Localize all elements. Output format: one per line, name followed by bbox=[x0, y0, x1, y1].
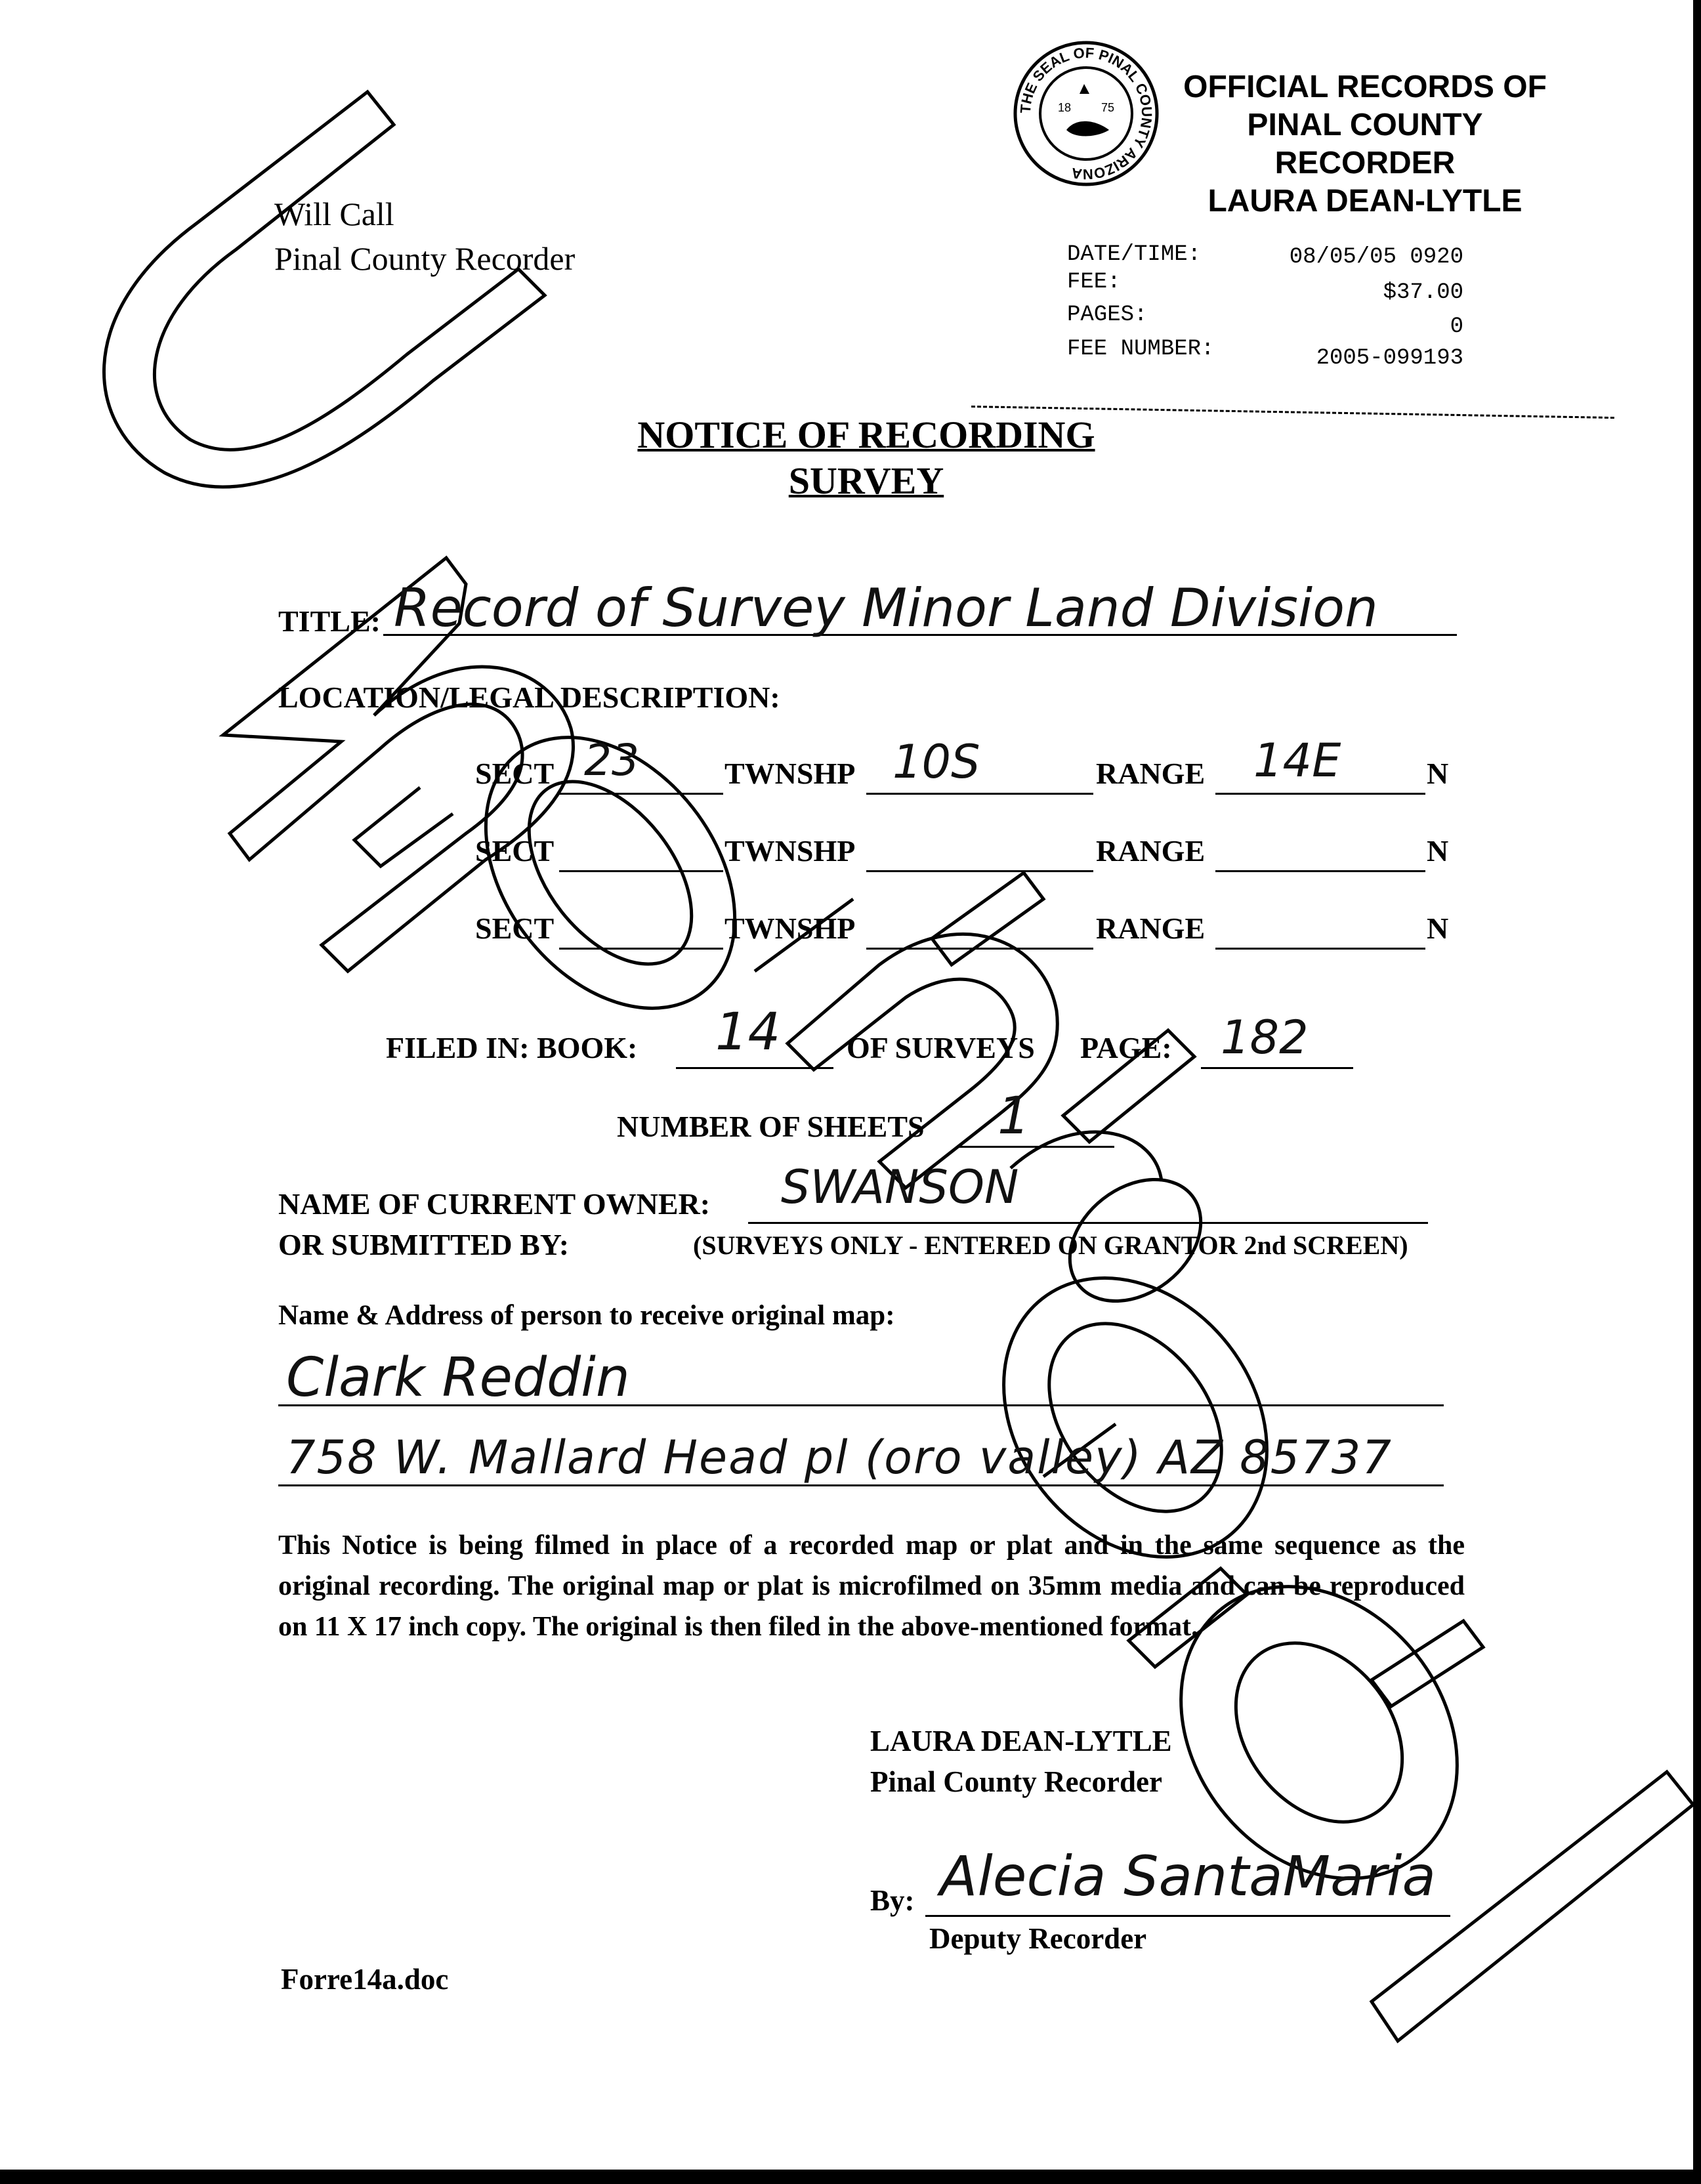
owner-line bbox=[748, 1222, 1428, 1224]
title-label: TITLE: bbox=[278, 604, 381, 638]
notice-paragraph: This Notice is being filmed in place of a recorded map or plat and in the same sequence as the original recording. The original map or plat is microfilmed on 35mm media and can be reproduced on 11 X 17 inch copy. The original is then filed in the above-mentioned format. bbox=[278, 1530, 1465, 1642]
will-call-line-2: Pinal County Recorder bbox=[274, 240, 576, 277]
signer-name: LAURA DEAN-LYTLE bbox=[870, 1725, 1172, 1757]
range-line bbox=[1215, 870, 1425, 872]
twnshp-label: TWNSHP bbox=[724, 757, 856, 790]
form-title-line-2: SURVEY bbox=[788, 459, 944, 502]
sect-label: SECT bbox=[475, 757, 555, 790]
signature-line bbox=[925, 1915, 1450, 1917]
location-label: LOCATION/LEGAL DESCRIPTION: bbox=[278, 681, 780, 714]
page-value: 182 bbox=[1221, 1011, 1309, 1064]
by-label: By: bbox=[870, 1884, 915, 1917]
stamp-fee-label: FEE: bbox=[1067, 270, 1121, 295]
receiver-name-value: Clark Reddin bbox=[286, 1347, 630, 1409]
n-label: N bbox=[1427, 757, 1449, 790]
stamp-date-label: DATE/TIME: bbox=[1067, 242, 1202, 267]
county-seal-icon bbox=[1011, 38, 1162, 189]
range-value: 14E bbox=[1253, 734, 1341, 788]
stamp-fee-number-value: 2005-099193 bbox=[1316, 346, 1463, 371]
owner-value: SWANSON bbox=[781, 1160, 1019, 1214]
receiver-address-value: 758 W. Mallard Head pl (oro valley) AZ 85737 bbox=[286, 1431, 1393, 1484]
seal-ring-text: THE SEAL OF PINAL COUNTY ARIZONA bbox=[1017, 44, 1156, 183]
range-label: RANGE bbox=[1096, 912, 1206, 945]
receiver-label: Name & Address of person to receive original map: bbox=[278, 1300, 895, 1331]
owner-label: NAME OF CURRENT OWNER: bbox=[278, 1187, 711, 1221]
seal-year-left: 18 bbox=[1058, 101, 1072, 114]
sect-line bbox=[559, 793, 723, 795]
book-line bbox=[676, 1067, 833, 1069]
filed-in-label: FILED IN: BOOK: bbox=[386, 1031, 638, 1064]
signer-title: Pinal County Recorder bbox=[870, 1765, 1162, 1798]
submitted-label: OR SUBMITTED BY: bbox=[278, 1228, 570, 1261]
stamp-fee-value: $37.00 bbox=[1383, 280, 1463, 305]
sheets-label: NUMBER OF SHEETS bbox=[617, 1110, 925, 1143]
n-label: N bbox=[1427, 834, 1449, 868]
twnshp-line bbox=[866, 793, 1093, 795]
recorder-header bbox=[1155, 68, 1575, 220]
range-label: RANGE bbox=[1096, 834, 1206, 868]
n-label: N bbox=[1427, 912, 1449, 945]
sheets-value: 1 bbox=[998, 1087, 1030, 1146]
will-call-block bbox=[274, 192, 575, 281]
range-label: RANGE bbox=[1096, 757, 1206, 790]
stamp-pages-label: PAGES: bbox=[1067, 303, 1148, 327]
deputy-label: Deputy Recorder bbox=[929, 1922, 1147, 1955]
stamp-pages-value: 0 bbox=[1450, 314, 1463, 339]
header-line-1: OFFICIAL RECORDS OF bbox=[1183, 70, 1547, 104]
twnshp-label: TWNSHP bbox=[724, 912, 856, 945]
handwritten-signature: Alecia SantaMaria bbox=[940, 1844, 1436, 1908]
stamp-date-value: 08/05/05 0920 bbox=[1289, 245, 1463, 270]
will-call-line-1: Will Call bbox=[274, 196, 394, 232]
sect-value: 23 bbox=[584, 735, 639, 786]
sheets-line bbox=[957, 1146, 1114, 1148]
svg-text:THE SEAL OF PINAL COUNTY ARIZO bbox=[1017, 45, 1155, 182]
footer-filename: Forre14a.doc bbox=[281, 1963, 449, 1996]
twnshp-line bbox=[866, 948, 1093, 950]
book-value: 14 bbox=[715, 1003, 781, 1062]
range-line bbox=[1215, 793, 1425, 795]
sect-label: SECT bbox=[475, 834, 555, 868]
submitted-note: (SURVEYS ONLY - ENTERED ON GRANTOR 2nd SCREEN) bbox=[693, 1230, 1408, 1260]
sect-line bbox=[559, 948, 723, 950]
sect-line bbox=[559, 870, 723, 872]
sect-label: SECT bbox=[475, 912, 555, 945]
twnshp-line bbox=[866, 870, 1093, 872]
page-label: PAGE: bbox=[1080, 1031, 1172, 1064]
form-title bbox=[591, 412, 1142, 504]
stamp-fee-number-label: FEE NUMBER: bbox=[1067, 337, 1215, 362]
twnshp-label: TWNSHP bbox=[724, 834, 856, 868]
range-line bbox=[1215, 948, 1425, 950]
header-line-2: PINAL COUNTY RECORDER bbox=[1247, 108, 1483, 180]
seal-year-right: 75 bbox=[1101, 101, 1115, 114]
receiver-address-line bbox=[278, 1484, 1444, 1486]
of-surveys-label: OF SURVEYS bbox=[847, 1031, 1035, 1064]
twnshp-value: 10S bbox=[892, 735, 980, 789]
form-title-line-1: NOTICE OF RECORDING bbox=[637, 413, 1095, 456]
signature-block bbox=[870, 1721, 1172, 1802]
header-line-3: LAURA DEAN-LYTLE bbox=[1208, 184, 1522, 219]
page-line bbox=[1201, 1067, 1353, 1069]
title-handwritten-value: Record of Survey Minor Land Division bbox=[394, 578, 1378, 639]
